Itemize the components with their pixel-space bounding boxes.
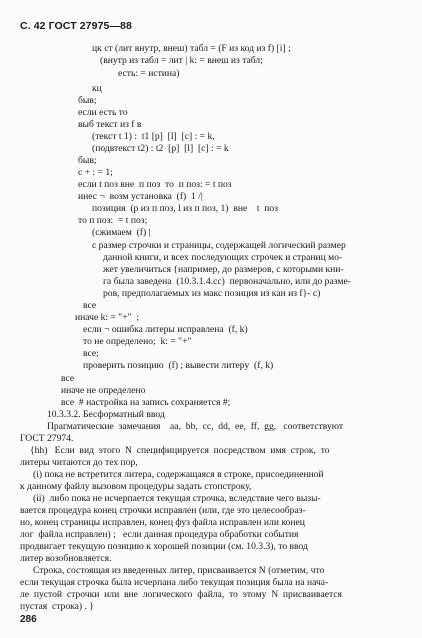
- code-line: иначе k: = "+" ;: [75, 312, 139, 323]
- paragraph-line: к данному файлу вызовом процедуры задать стопстроку,: [20, 481, 252, 492]
- code-line: позиция (p из п поз, l из п поз, 1) вне t поз: [92, 203, 279, 214]
- code-line: выб текст из f в: [78, 119, 142, 130]
- code-line: быв;: [78, 95, 97, 106]
- paragraph-line: продвигает текущую позицию к хорошей позиции (см. 10.3.3), то ввод: [20, 541, 308, 552]
- code-line: иначе не определено: [61, 385, 146, 396]
- code-line: га была заведена (10.3.1.4.cc) первоначально, или до разме-: [103, 276, 351, 287]
- paragraph-line: если текущая строчка была исчерпана либо текущая позиция была на нача-: [20, 577, 329, 588]
- code-line: данной книги, и всех последующих строчек и страниц мо-: [103, 252, 343, 263]
- code-line: если есть то: [78, 107, 128, 118]
- paragraph-line: Строка, состоящая из введенных литер, присваивается N (отметим, что: [33, 565, 325, 576]
- paragraph-line: (ii) либо пока не исчерпается текущая строчка, вследствие чего вызы-: [33, 493, 321, 504]
- section-heading: 10.3.3.2. Бесформатный ввод: [47, 409, 165, 420]
- code-line: (внутр из табл = лит | k: = внеш из табл;: [100, 55, 263, 66]
- code-line: ров, предполагаемых из макс позиция из кан из f}- с): [103, 288, 321, 299]
- note-line: ГОСТ 27974.: [20, 433, 74, 444]
- code-line: есть: = истина): [118, 68, 180, 79]
- code-line: быв;: [78, 155, 97, 166]
- paragraph-line: лог файла исправлен) ; если данная процедура обработки события: [20, 529, 299, 540]
- code-line: цк ст (лит внутр, внеш) табл = (F из код из f) [i] ;: [92, 43, 291, 54]
- code-line: инес ¬ возм установка (f) 1 /|: [78, 191, 203, 202]
- paragraph-line: ле пустой строчки или вне логического файла, то этому N присваивается: [20, 589, 342, 600]
- code-line: (подвтекст t2) : t2 [p] [l] [c] : = k: [92, 143, 229, 154]
- paragraph-line: (i) пока не встретится литера, содержащаяся в строке, присоединенной: [33, 469, 324, 480]
- code-line: проверить позицию (f) ; вывести литеру (f, k): [83, 360, 274, 371]
- code-line: если ¬ ошибка литеры исправлена (f, k): [83, 324, 248, 335]
- code-line: кц: [92, 83, 102, 94]
- code-line: если t поз вне п поз то п поз: = t поз: [78, 179, 232, 190]
- code-line: жет увеличиться {например, до размеров, с которыми кни-: [103, 264, 344, 275]
- paragraph-line: но, конец страницы исправлен, конец фуз файла исправлен или конец: [20, 517, 305, 528]
- code-line: все: [83, 300, 97, 311]
- paragraph-line: литеры читаются до тех пор,: [20, 457, 138, 468]
- page-number: 286: [20, 614, 37, 625]
- code-line: то не определено; k: = "+": [83, 336, 192, 347]
- paragraph-line: литер возобновляется.: [20, 553, 112, 564]
- code-line: с размер строчки и страницы, содержащей логический размер: [92, 240, 346, 251]
- code-line: все: [61, 373, 75, 384]
- code-line: все;: [83, 348, 99, 359]
- paragraph-line: {hh) Если вид этого N специфицируется посредством имя строк, то: [30, 445, 330, 456]
- code-line: все # настройка на запись сохраняется #;: [61, 397, 231, 408]
- paragraph-line: вается процедура конец строчки исправлен (или, где это целесообраз-: [20, 505, 306, 516]
- note-line: Прагматические замечания aa, bb, cc, dd, ee, ff, gg, соответствуют: [47, 421, 344, 432]
- code-line: (сжимаем (f) |: [92, 227, 151, 238]
- code-line: c + : = 1;: [78, 167, 113, 178]
- page-header: С. 42 ГОСТ 27975—88: [20, 20, 132, 32]
- code-line: (текст t 1) : t1 [p] [l] [c] : = k,: [92, 131, 215, 142]
- paragraph-line: пустая строка) . }: [20, 601, 94, 612]
- code-line: то п поз: = t поз;: [78, 215, 148, 226]
